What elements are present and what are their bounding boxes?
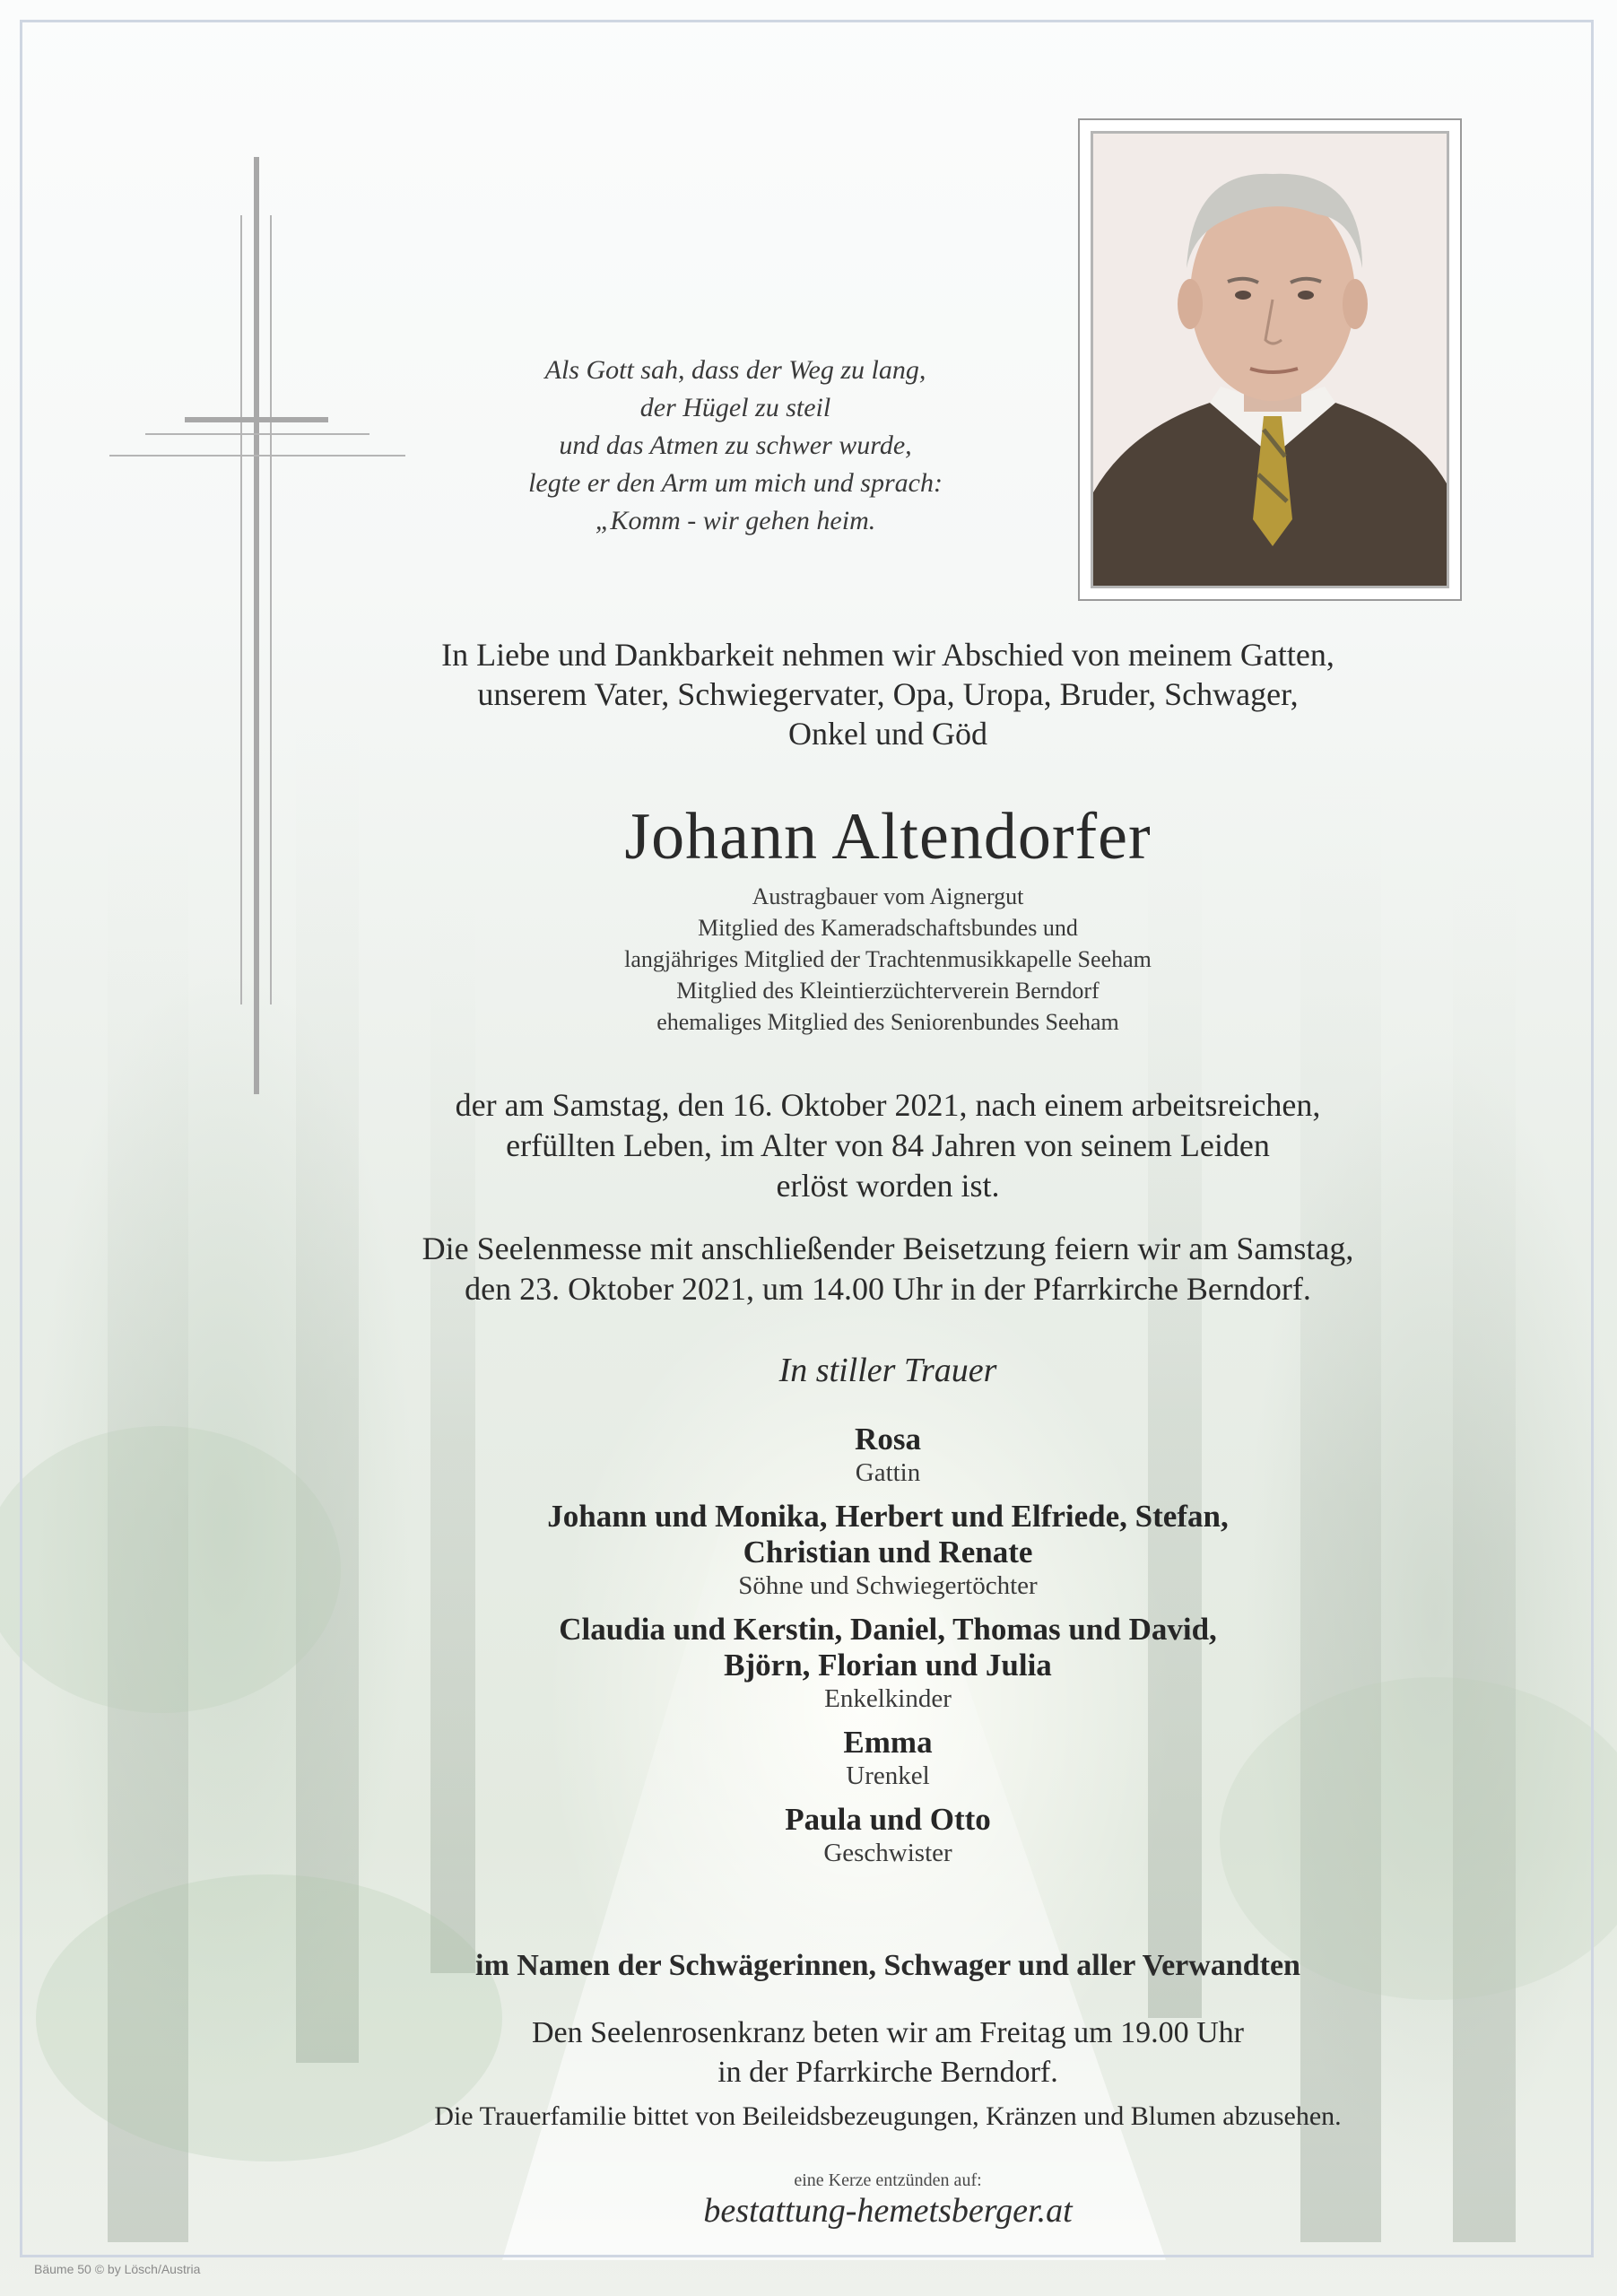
rosary-notice (269, 2013, 1507, 2092)
role-line: Mitglied des Kleintierzüchterverein Berndorf (676, 978, 1100, 1004)
death-line: erfüllten Leben, im Alter von 84 Jahren von seinem Leiden (506, 1127, 1270, 1163)
portrait-photo (1091, 131, 1449, 588)
deceased-name: Johann Altendorfer (624, 800, 1152, 874)
mass-line: Die Seelenmesse mit anschließender Beisetzung feiern wir am Samstag, (422, 1231, 1354, 1266)
mass-notice (269, 1229, 1507, 1309)
rosary-line: in der Pfarrkirche Berndorf. (717, 2056, 1058, 2089)
family-list (269, 1422, 1507, 1879)
intro-line: unserem Vater, Schwiegervater, Opa, Uropa, Bruder, Schwager, (477, 676, 1299, 712)
family-role: Geschwister (823, 1839, 952, 1867)
on-behalf-line: im Namen der Schwägerinnen, Schwager und aller Verwandten (475, 1949, 1300, 1982)
intro-line: Onkel und Göd (788, 716, 987, 752)
role-line: Austragbauer vom Aignergut (752, 883, 1024, 909)
mass-line: den 23. Oktober 2021, um 14.00 Uhr in der Pfarrkirche Berndorf. (465, 1271, 1311, 1307)
role-line: ehemaliges Mitglied des Seniorenbundes Seeham (656, 1009, 1119, 1035)
rosary-line: Den Seelenrosenkranz beten wir am Freitag um 19.00 Uhr (531, 2016, 1245, 2049)
portrait-illustration (1093, 134, 1447, 586)
poem-line: der Hügel zu steil (639, 393, 831, 422)
family-names: Paula und Otto (785, 1802, 991, 1837)
family-group (269, 1422, 1507, 1488)
death-line: erlöst worden ist. (776, 1168, 1000, 1204)
family-role: Enkelkinder (824, 1684, 952, 1713)
roles-list (269, 881, 1507, 1038)
intro-line: In Liebe und Dankbarkeit nehmen wir Abschied von meinem Gatten, (441, 637, 1334, 673)
family-group (269, 1725, 1507, 1791)
family-names: Björn, Florian und Julia (724, 1648, 1052, 1683)
family-role: Urenkel (846, 1761, 930, 1790)
condolence-request: Die Trauerfamilie bittet von Beileidsbezeugungen, Kränzen und Blumen abzusehen. (434, 2101, 1342, 2131)
candle-label: eine Kerze entzünden auf: (794, 2170, 982, 2190)
family-names: Johann und Monika, Herbert und Elfriede, Stefan, (547, 1499, 1229, 1534)
family-group (269, 1612, 1507, 1714)
poem-verse (448, 352, 1022, 540)
image-credit: Bäume 50 © by Lösch/Austria (34, 2262, 201, 2276)
intro-text (269, 635, 1507, 753)
mourning-title: In stiller Trauer (778, 1352, 997, 1389)
family-names: Claudia und Kerstin, Daniel, Thomas und David, (559, 1612, 1217, 1647)
family-names: Christian und Renate (743, 1535, 1033, 1570)
poem-line: „Komm - wir gehen heim. (595, 506, 876, 535)
portrait-frame (1078, 118, 1462, 601)
family-group (269, 1499, 1507, 1601)
death-notice (269, 1085, 1507, 1206)
family-role: Gattin (855, 1458, 921, 1487)
website-link[interactable]: bestattung-hemetsberger.at (703, 2192, 1073, 2230)
family-group (269, 1802, 1507, 1868)
death-line: der am Samstag, den 16. Oktober 2021, nach einem arbeitsreichen, (455, 1087, 1321, 1123)
family-names: Rosa (855, 1422, 921, 1457)
family-role: Söhne und Schwiegertöchter (738, 1571, 1038, 1600)
family-names: Emma (843, 1725, 933, 1760)
role-line: langjähriges Mitglied der Trachtenmusikkapelle Seeham (624, 946, 1152, 972)
poem-line: legte er den Arm um mich und sprach: (528, 468, 943, 498)
poem-line: Als Gott sah, dass der Weg zu lang, (544, 355, 926, 385)
poem-line: und das Atmen zu schwer wurde, (559, 430, 912, 460)
role-line: Mitglied des Kameradschaftsbundes und (698, 915, 1078, 941)
